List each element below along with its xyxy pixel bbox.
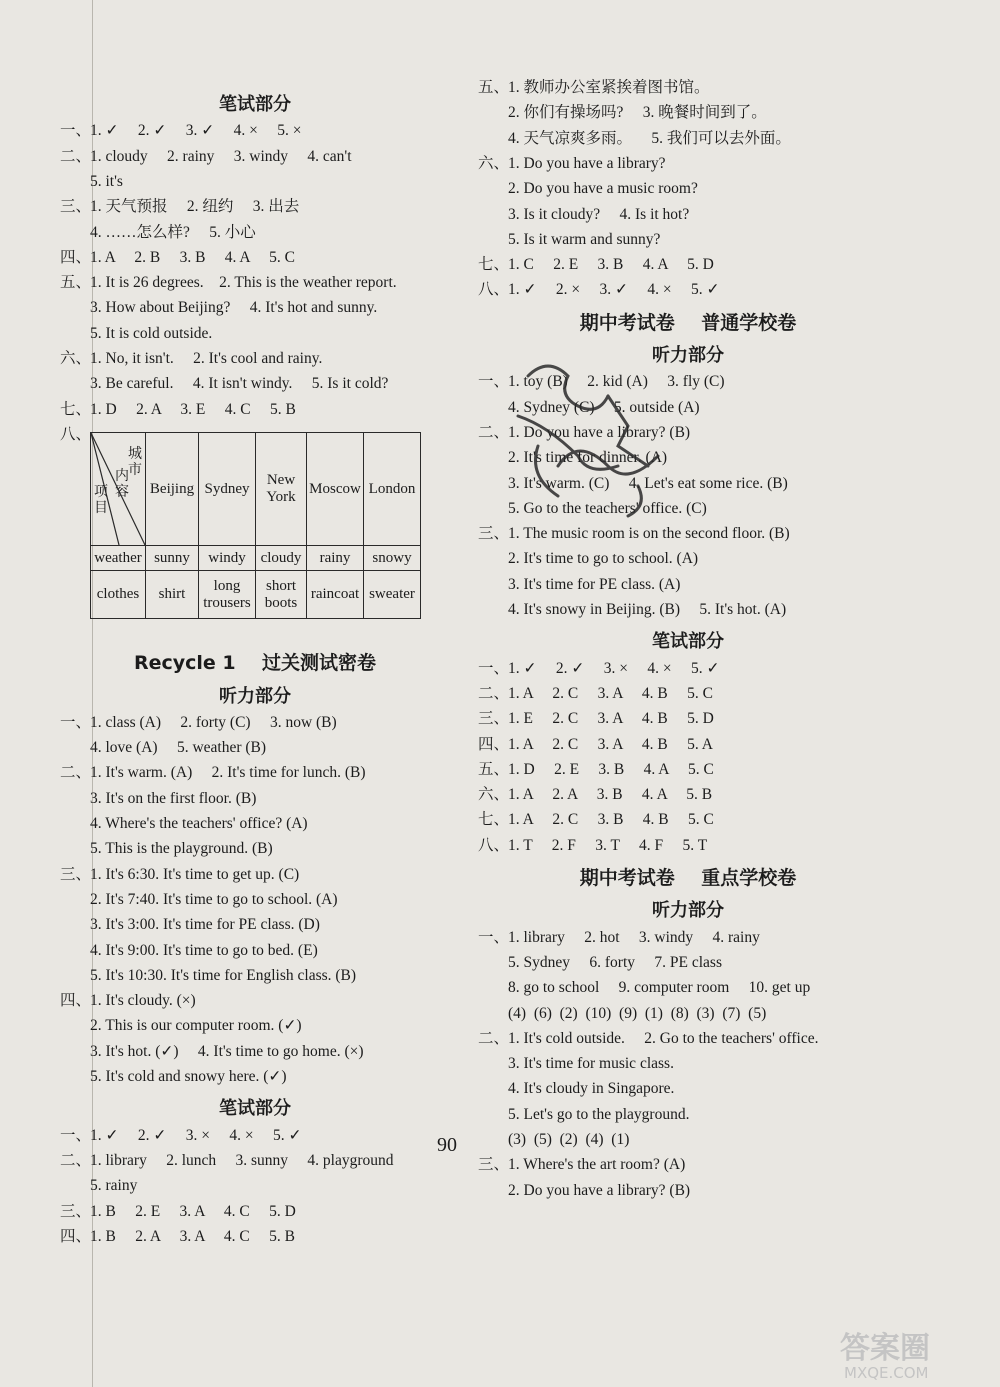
- answer-text: 1. ✓ 2. ✓ 3. ✓ 4. × 5. ×: [90, 122, 302, 140]
- answer-line: [60, 1040, 364, 1064]
- question-number: 二、: [60, 764, 92, 782]
- answer-line: [60, 913, 320, 937]
- answer-text: 1. B 2. E 3. A 4. C 5. D: [90, 1202, 296, 1220]
- answer-text: 3. It's on the first floor. (B): [90, 789, 257, 807]
- answer-text: 1. cloudy 2. rainy 3. windy 4. can't: [90, 147, 352, 165]
- answer-text: 1. It's cold outside. 2. Go to the teachers' office.: [508, 1029, 819, 1047]
- answer-text: 5. It is cold outside.: [90, 324, 213, 342]
- answer-line: [60, 989, 196, 1013]
- answer-line: [478, 707, 714, 731]
- section-heading: 笔试部分: [219, 1098, 291, 1120]
- answer-text: 5. It's 10:30. It's time for English class. (B): [90, 966, 357, 984]
- answer-text: 5. It's cold and snowy here. (✓): [90, 1068, 287, 1085]
- answer-line: [60, 145, 352, 169]
- answer-line: [478, 76, 710, 100]
- answer-text: 4. love (A) 5. weather (B): [90, 739, 267, 757]
- answer-text: 1. It's warm. (A) 2. It's time for lunch. (B): [90, 764, 366, 782]
- answer-line: [60, 888, 338, 912]
- question-number: 六、: [60, 350, 92, 367]
- corner-label-top: 城市: [128, 447, 142, 478]
- answer-text: 3. Is it cloudy? 4. Is it hot?: [508, 205, 690, 223]
- answer-line: [478, 733, 713, 757]
- answer-text: 5. Let's go to the playground.: [508, 1105, 690, 1123]
- answer-text: 3. It's warm. (C) 4. Let's eat some rice. (B): [508, 474, 788, 492]
- answer-text: 1. It's cloudy. (×): [90, 992, 196, 1010]
- question-number: 二、: [478, 423, 510, 441]
- question-number: 七、: [478, 256, 510, 274]
- table-cell: shirt: [146, 571, 199, 619]
- answer-line: [478, 976, 810, 1000]
- section-heading: Recycle 1 过关测试密卷: [133, 652, 377, 675]
- answer-line: [60, 119, 301, 143]
- answer-text: (4) (6) (2) (10) (9) (1) (8) (3) (7) (5): [508, 1004, 767, 1022]
- question-number: 一、: [60, 1126, 92, 1144]
- table-cell: sunny: [146, 546, 199, 571]
- question-number: 二、: [478, 1029, 510, 1047]
- table-cell: sweater: [364, 571, 421, 619]
- answer-line: [60, 170, 123, 194]
- answer-text: 5. This is the playground. (B): [90, 840, 273, 858]
- answer-text: 1. toy (B) 2. kid (A) 3. fly (C): [508, 373, 725, 391]
- question-number: 三、: [478, 1156, 510, 1174]
- question-number: 二、: [478, 684, 510, 702]
- answer-text: 3. It's hot. (✓) 4. It's time to go home. (×): [90, 1042, 364, 1060]
- city-header: Moscow: [307, 433, 364, 546]
- answer-text: 1. A 2. C 3. A 4. B 5. A: [508, 735, 713, 753]
- answer-line: [478, 598, 786, 622]
- answer-line: [478, 127, 791, 151]
- answer-text: 1. library 2. lunch 3. sunny 4. playground: [90, 1151, 394, 1169]
- answer-text: 1. Where's the art room? (A): [508, 1156, 686, 1174]
- answer-text: 3. Be careful. 4. It isn't windy. 5. Is it cold?: [90, 375, 389, 393]
- question-number: 五、: [60, 274, 92, 292]
- answer-text: 1. C 2. E 3. B 4. A 5. D: [508, 256, 714, 274]
- answer-text: 4. Where's the teachers' office? (A): [90, 815, 308, 832]
- answer-text: 4. Sydney (C) 5. outside (A): [508, 398, 700, 416]
- city-header: New York: [256, 433, 307, 546]
- answer-text: 4. It's cloudy in Singapore.: [508, 1080, 675, 1098]
- answer-text: 8. go to school 9. computer room 10. get up: [508, 979, 811, 997]
- answer-line: [478, 1077, 674, 1101]
- question-number: 六、: [478, 154, 510, 172]
- answer-text: 3. It's time for PE class. (A): [508, 575, 681, 593]
- answer-line: [478, 783, 712, 807]
- answer-line: [478, 758, 714, 782]
- answer-line: [60, 736, 266, 760]
- answer-line: [60, 1124, 301, 1148]
- answer-line: [60, 1149, 394, 1173]
- answer-line: [478, 1128, 629, 1152]
- answer-line: [478, 253, 714, 277]
- answer-line: [60, 1174, 137, 1198]
- answer-line: [478, 177, 698, 201]
- question-number: 一、: [478, 659, 510, 677]
- answer-text: (3) (5) (2) (4) (1): [508, 1131, 630, 1148]
- answer-line: [60, 347, 322, 371]
- section-heading: 听力部分: [219, 685, 291, 707]
- answer-line: [478, 101, 767, 125]
- answer-line: [60, 1065, 287, 1089]
- answer-line: [478, 573, 680, 597]
- answer-line: [60, 939, 318, 963]
- question-number: 八、: [478, 281, 510, 299]
- corner-label-bottom: 项目: [94, 485, 108, 516]
- section-heading: 笔试部分: [652, 631, 724, 653]
- question-number: 七、: [60, 400, 92, 418]
- answer-text: 1. ✓ 2. ✓ 3. × 4. × 5. ✓: [90, 1126, 302, 1144]
- answer-line: [478, 682, 713, 706]
- answer-line: [478, 547, 698, 571]
- question-number: 一、: [60, 122, 92, 140]
- question-number: 二、: [60, 1151, 92, 1169]
- city-header: Beijing: [146, 433, 199, 546]
- table-cell: snowy: [364, 546, 421, 571]
- answer-text: 5. Is it warm and sunny?: [508, 230, 661, 248]
- answer-line: [478, 1002, 766, 1026]
- answer-text: 2. Do you have a library? (B): [508, 1181, 691, 1199]
- answer-text: 1. It is 26 degrees. 2. This is the weather report.: [90, 274, 397, 292]
- answer-text: 2. Do you have a music room?: [508, 180, 698, 198]
- answer-text: 4. 天气凉爽多雨。 5. 我们可以去外面。: [508, 129, 791, 147]
- question-number: 一、: [478, 373, 510, 391]
- question-number: 八、: [478, 836, 510, 854]
- row-label: clothes: [91, 571, 146, 619]
- answer-line: [60, 812, 308, 836]
- answer-text: 1. E 2. C 3. A 4. B 5. D: [508, 710, 714, 728]
- answer-text: 4. It's 9:00. It's time to go to bed. (E): [90, 941, 318, 959]
- question-number: 七、: [478, 811, 510, 829]
- answer-line: [60, 1200, 296, 1224]
- answer-line: [478, 278, 719, 302]
- answer-line: [60, 246, 295, 270]
- answer-line: [60, 195, 299, 219]
- question-number: 五、: [478, 79, 510, 96]
- question-number: 四、: [60, 248, 92, 266]
- answer-text: 2. It's 7:40. It's time to go to school. (A): [90, 890, 338, 908]
- answer-line: [478, 834, 707, 858]
- answer-text: 5. Go to the teachers' office. (C): [508, 499, 707, 517]
- answer-line: [478, 951, 722, 975]
- answer-line: [478, 1052, 674, 1076]
- answer-text: 5. rainy: [90, 1177, 138, 1195]
- answer-line: [478, 808, 714, 832]
- answer-line: [60, 1225, 295, 1249]
- question-number: 八、: [60, 425, 92, 443]
- row-label: weather: [91, 546, 146, 571]
- question-number: 一、: [60, 713, 92, 731]
- question-number: 三、: [60, 865, 92, 883]
- answer-text: 4. It's snowy in Beijing. (B) 5. It's hot. (A): [508, 601, 787, 618]
- question-number: 四、: [478, 735, 510, 753]
- answer-line: [478, 1027, 818, 1051]
- answer-line: [478, 1103, 689, 1127]
- answer-text: 1. 天气预报 2. 纽约 3. 出去: [90, 198, 300, 216]
- answer-line: [60, 837, 273, 861]
- section-heading: 听力部分: [652, 900, 724, 922]
- question-number: 四、: [60, 992, 92, 1010]
- answer-text: 1. Do you have a library?: [508, 154, 666, 172]
- table-cell: windy: [199, 546, 256, 571]
- answer-text: 2. 你们有操场吗? 3. 晚餐时间到了。: [508, 104, 767, 122]
- answer-text: 1. B 2. A 3. A 4. C 5. B: [90, 1227, 295, 1245]
- answer-text: 1. Do you have a library? (B): [508, 423, 691, 441]
- answer-line: [60, 221, 256, 245]
- answer-text: 1. T 2. F 3. T 4. F 5. T: [508, 836, 708, 854]
- question-number: 一、: [478, 928, 510, 946]
- city-header: Sydney: [199, 433, 256, 546]
- answer-line: [60, 964, 356, 988]
- answer-text: 1. A 2. A 3. B 4. A 5. B: [508, 786, 713, 804]
- answer-text: 3. How about Beijing? 4. It's hot and sunny.: [90, 299, 378, 317]
- answer-text: 1. No, it isn't. 2. It's cool and rainy.: [90, 350, 323, 367]
- answer-line: [478, 657, 719, 681]
- table-cell: cloudy: [256, 546, 307, 571]
- answer-text: 5. Sydney 6. forty 7. PE class: [508, 953, 722, 971]
- answer-line: [60, 863, 299, 887]
- answer-line: [60, 372, 388, 396]
- answer-line: [60, 423, 90, 447]
- answer-text: 3. It's time for music class.: [508, 1055, 674, 1073]
- corner-label-mid: 内容: [115, 469, 129, 500]
- watermark-logo: [836, 1326, 986, 1382]
- answer-line: [478, 203, 689, 227]
- answer-text: 3. It's 3:00. It's time for PE class. (D): [90, 916, 320, 934]
- question-number: 三、: [478, 525, 510, 543]
- question-number: 三、: [60, 198, 92, 216]
- weather-clothes-table: [90, 432, 421, 619]
- section-heading: 听力部分: [652, 345, 724, 366]
- answer-text: 4. ……怎么样? 5. 小心: [90, 223, 256, 241]
- answer-text: 1. D 2. E 3. B 4. A 5. C: [508, 760, 714, 778]
- answer-line: [60, 711, 337, 735]
- answer-text: 1. ✓ 2. × 3. ✓ 4. × 5. ✓: [508, 281, 720, 299]
- answer-text: 1. The music room is on the second floor. (B): [508, 525, 790, 543]
- question-number: 二、: [60, 147, 92, 165]
- answer-text: 1. D 2. A 3. E 4. C 5. B: [90, 400, 296, 418]
- answer-line: [478, 1179, 690, 1203]
- svg-text:MXQE.COM: MXQE.COM: [844, 1364, 929, 1382]
- answer-text: 1. A 2. C 3. A 4. B 5. C: [508, 684, 713, 702]
- answer-text: 1. 教师办公室紧挨着图书馆。: [508, 79, 710, 96]
- city-header: London: [364, 433, 421, 546]
- table-cell: long trousers: [199, 571, 256, 619]
- answer-text: 1. A 2. B 3. B 4. A 5. C: [90, 248, 295, 266]
- section-heading: 期中考试卷 重点学校卷: [579, 867, 797, 889]
- question-number: 五、: [478, 760, 510, 778]
- answer-text: 1. A 2. C 3. B 4. B 5. C: [508, 811, 714, 829]
- answer-text: 1. It's 6:30. It's time to get up. (C): [90, 865, 300, 883]
- table-cell: rainy: [307, 546, 364, 571]
- question-number: 六、: [478, 786, 510, 804]
- question-number: 三、: [478, 710, 510, 728]
- answer-line: [60, 271, 397, 295]
- svg-text:答案圈: 答案圈: [840, 1331, 930, 1366]
- answer-line: [60, 761, 366, 785]
- answer-text: 1. library 2. hot 3. windy 4. rainy: [508, 928, 760, 946]
- answer-text: 1. ✓ 2. ✓ 3. × 4. × 5. ✓: [508, 659, 720, 677]
- table-cell: raincoat: [307, 571, 364, 619]
- answer-line: [60, 398, 296, 422]
- answer-line: [60, 787, 256, 811]
- section-heading: 期中考试卷 普通学校卷: [579, 311, 797, 334]
- page-number: 90: [437, 1134, 457, 1156]
- handwritten-stamp: [498, 336, 698, 536]
- answer-line: [60, 1014, 302, 1038]
- answer-text: 2. It's time to go to school. (A): [508, 550, 699, 568]
- answer-line: [60, 296, 377, 320]
- question-number: 三、: [60, 1202, 92, 1220]
- answer-line: [478, 228, 660, 252]
- answer-text: 5. it's: [90, 172, 123, 190]
- answer-line: [478, 1153, 685, 1177]
- table-cell: short boots: [256, 571, 307, 619]
- section-heading: 笔试部分: [219, 94, 291, 115]
- answer-line: [60, 322, 212, 346]
- answer-text: 1. class (A) 2. forty (C) 3. now (B): [90, 713, 337, 731]
- answer-text: 2. This is our computer room. (✓): [90, 1017, 302, 1035]
- answer-text: 2. It's time for dinner. (A): [508, 449, 668, 467]
- answer-line: [478, 926, 760, 950]
- question-number: 四、: [60, 1227, 92, 1245]
- table-corner-cell: [91, 433, 146, 546]
- answer-line: [478, 152, 666, 176]
